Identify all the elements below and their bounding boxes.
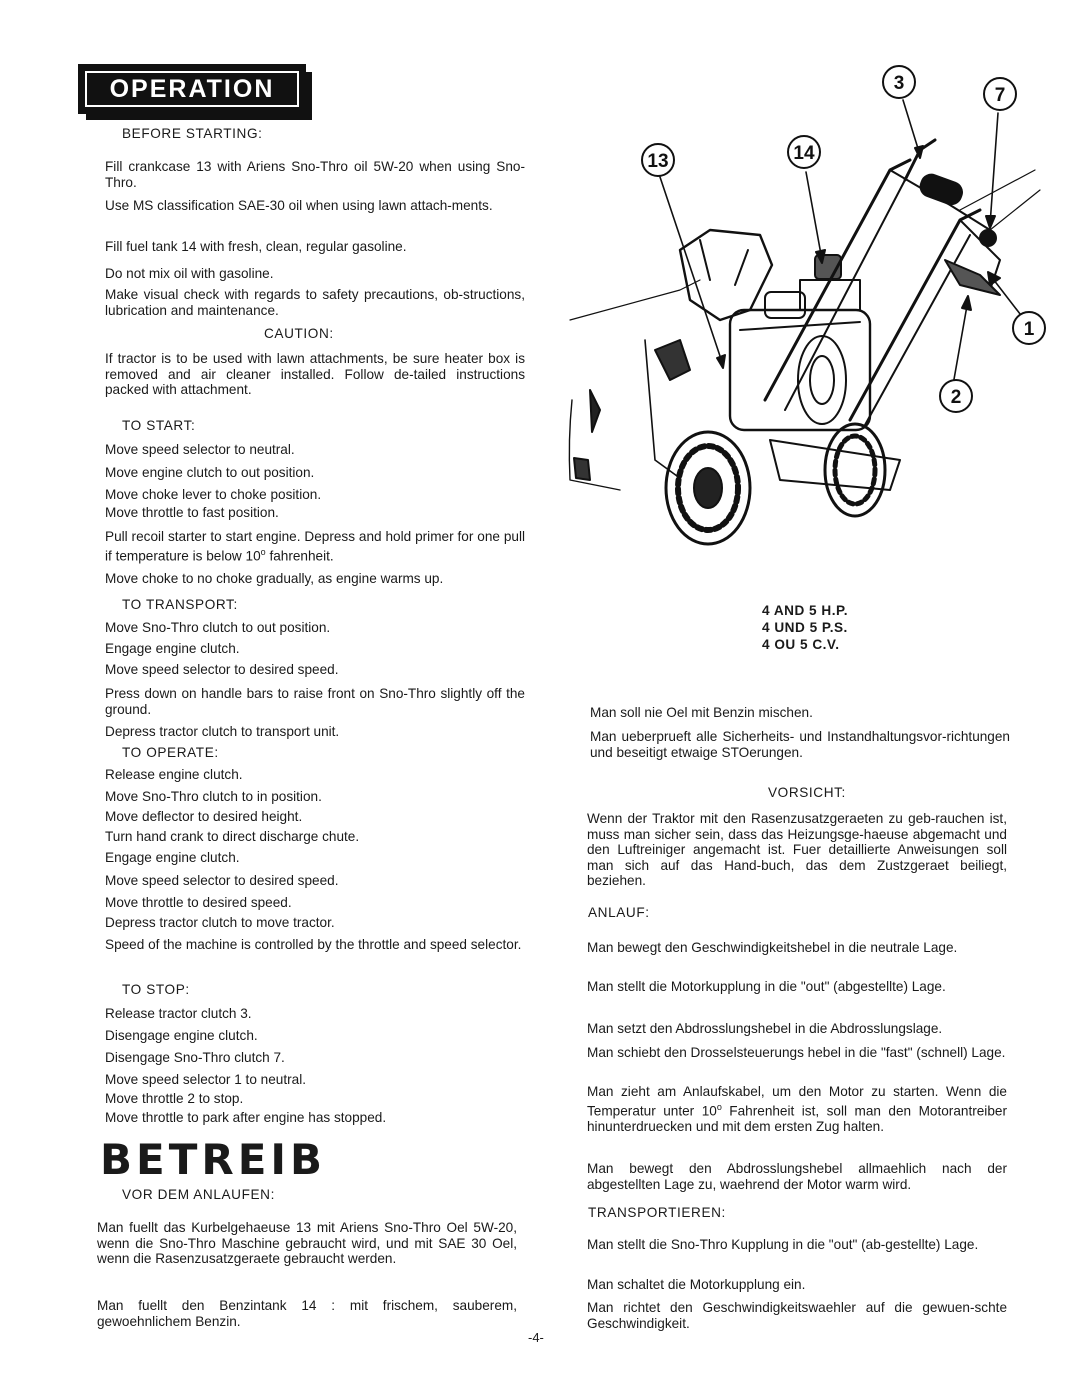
to-stop-line: Move speed selector 1 to neutral. [105, 1072, 306, 1087]
anlauf-start-text: Man zieht am Anlaufskabel, um den Motor zu starten. Wenn die Temperatur unter 10 [587, 1084, 1007, 1119]
to-start-line: Move throttle to fast position. [105, 505, 279, 520]
vor-dem-anlaufen-heading: VOR DEM ANLAUFEN: [122, 1187, 275, 1202]
to-operate-line: Engage engine clutch. [105, 850, 240, 865]
betreib-title: BETREIB [100, 1135, 327, 1184]
to-operate-line: Move deflector to desired height. [105, 809, 303, 824]
to-start-recoil-text: Pull recoil starter to start engine. Depress and hold primer for one pull if temperature is below 10 [105, 529, 525, 564]
anlauf-start-tail: Fahrenheit ist, soll man den Motorantreiber hinunterdruecken und mit dem ersten Zug halten. [587, 1103, 1007, 1134]
anlauf-heading: ANLAUF: [588, 905, 650, 920]
to-start-line: Move engine clutch to out position. [105, 465, 315, 480]
to-start-heading: TO START: [122, 418, 196, 433]
to-operate-line: Move Sno-Thro clutch to in position. [105, 789, 322, 804]
vor-dem-anlaufen-line: Man fuellt den Benzintank 14 : mit frischem, sauberem, gewoehnlichem Benzin. [97, 1298, 517, 1329]
to-transport-line: Move speed selector to desired speed. [105, 662, 339, 677]
anlauf-line: Man stellt die Motorkupplung in die "out" (abgestellte) Lage. [587, 979, 946, 994]
to-stop-line: Release tractor clutch 3. [105, 1006, 252, 1021]
hp-label-de: 4 UND 5 P.S. [762, 620, 848, 635]
to-start-recoil [105, 529, 525, 564]
to-stop-heading: TO STOP: [122, 982, 190, 997]
to-transport-line: Press down on handle bars to raise front on Sno-Thro slightly off the ground. [105, 686, 525, 717]
vorsicht-text: Wenn der Traktor mit den Rasenzusatzgeraeten zu geb-rauchen ist, muss man sicher sein, dass das Heizungsge-haeuse abgemacht und den Luftreiniger angemacht ist. Fuer detaillierte Anweisungen soll man sich auf das Hand-buch, das dem Zustzgeraet beiliegt, beziehen. [587, 811, 1007, 889]
to-start-line: Move choke to no choke gradually, as engine warms up. [105, 571, 444, 586]
before-starting-line: Make visual check with regards to safety precautions, ob-structions, lubrication and maintenance. [105, 287, 525, 318]
before-starting-line: Do not mix oil with gasoline. [105, 266, 274, 281]
to-stop-line: Move throttle 2 to stop. [105, 1091, 244, 1106]
before-starting-line: Use MS classification SAE-30 oil when using lawn attach-ments. [105, 198, 493, 213]
transportieren-line: Man richtet den Geschwindigkeitswaehler auf die gewuen-schte Geschwindigkeit. [587, 1300, 1007, 1331]
hp-label-fr: 4 OU 5 C.V. [762, 637, 840, 652]
vor-dem-anlaufen-line: Man ueberprueft alle Sicherheits- und Instandhaltungsvor-richtungen und beseitigt etwaige STOerungen. [590, 729, 1010, 760]
to-operate-line: Move throttle to desired speed. [105, 895, 292, 910]
sno-thro-illustration [560, 60, 1060, 560]
degree-sup: o [260, 546, 266, 557]
operation-title: OPERATION [85, 71, 299, 107]
before-starting-line: Fill fuel tank 14 with fresh, clean, regular gasoline. [105, 239, 407, 254]
callout-1: 1 [1023, 319, 1035, 340]
transportieren-line: Man stellt die Sno-Thro Kupplung in die "out" (ab-gestellte) Lage. [587, 1237, 979, 1252]
to-stop-line: Move throttle to park after engine has stopped. [105, 1110, 387, 1125]
hp-label-en: 4 AND 5 H.P. [762, 603, 849, 618]
caution-heading: CAUTION: [264, 326, 334, 341]
callout-7: 7 [994, 85, 1006, 106]
callout-2: 2 [950, 387, 962, 408]
callout-14: 14 [793, 143, 815, 164]
to-transport-heading: TO TRANSPORT: [122, 597, 238, 612]
to-operate-line: Speed of the machine is controlled by the throttle and speed selector. [105, 937, 522, 952]
to-operate-line: Move speed selector to desired speed. [105, 873, 339, 888]
to-transport-line: Engage engine clutch. [105, 641, 240, 656]
anlauf-line: Man bewegt den Abdrosslungshebel allmaehlich nach der abgestellten Lage zu, waehrend der Motor warm wird. [587, 1161, 1007, 1192]
to-start-line: Move choke lever to choke position. [105, 487, 322, 502]
vor-dem-anlaufen-line: Man soll nie Oel mit Benzin mischen. [590, 705, 813, 720]
to-operate-line: Release engine clutch. [105, 767, 243, 782]
to-start-recoil-tail: fahrenheit. [265, 548, 334, 564]
vorsicht-heading: VORSICHT: [768, 785, 846, 800]
anlauf-start [587, 1084, 1007, 1134]
caution-text: If tractor is to be used with lawn attachments, be sure heater box is removed and air cleaner installed. Follow de-tailed instructions packed with attachment. [105, 351, 525, 398]
to-operate-heading: TO OPERATE: [122, 745, 219, 760]
anlauf-line: Man bewegt den Geschwindigkeitshebel in die neutrale Lage. [587, 940, 958, 955]
before-starting-line: Fill crankcase 13 with Ariens Sno-Thro oil 5W-20 when using Sno-Thro. [105, 159, 525, 190]
page-number: -4- [528, 1330, 544, 1345]
to-operate-line: Depress tractor clutch to move tractor. [105, 915, 335, 930]
transportieren-heading: TRANSPORTIEREN: [588, 1205, 726, 1220]
before-starting-heading: BEFORE STARTING: [122, 126, 263, 141]
vor-dem-anlaufen-line: Man fuellt das Kurbelgehaeuse 13 mit Ariens Sno-Thro Oel 5W-20, wenn die Sno-Thro Maschine gebraucht wird, und mit SAE 30 Oel, wenn die Rasenzusatzgeraete gebraucht werden. [97, 1220, 517, 1267]
anlauf-line: Man setzt den Abdrosslungshebel in die Abdrosslungslage. [587, 1021, 943, 1036]
to-start-line: Move speed selector to neutral. [105, 442, 295, 457]
to-stop-line: Disengage engine clutch. [105, 1028, 258, 1043]
to-stop-line: Disengage Sno-Thro clutch 7. [105, 1050, 285, 1065]
callout-3: 3 [893, 73, 905, 94]
to-transport-line: Move Sno-Thro clutch to out position. [105, 620, 331, 635]
callout-13: 13 [647, 151, 669, 172]
to-operate-line: Turn hand crank to direct discharge chute. [105, 829, 360, 844]
operation-banner [78, 64, 314, 122]
anlauf-line: Man schiebt den Drosselsteuerungs hebel in die "fast" (schnell) Lage. [587, 1045, 1006, 1060]
degree-sup: o [716, 1101, 722, 1112]
transportieren-line: Man schaltet die Motorkupplung ein. [587, 1277, 806, 1292]
to-transport-line: Depress tractor clutch to transport unit. [105, 724, 340, 739]
